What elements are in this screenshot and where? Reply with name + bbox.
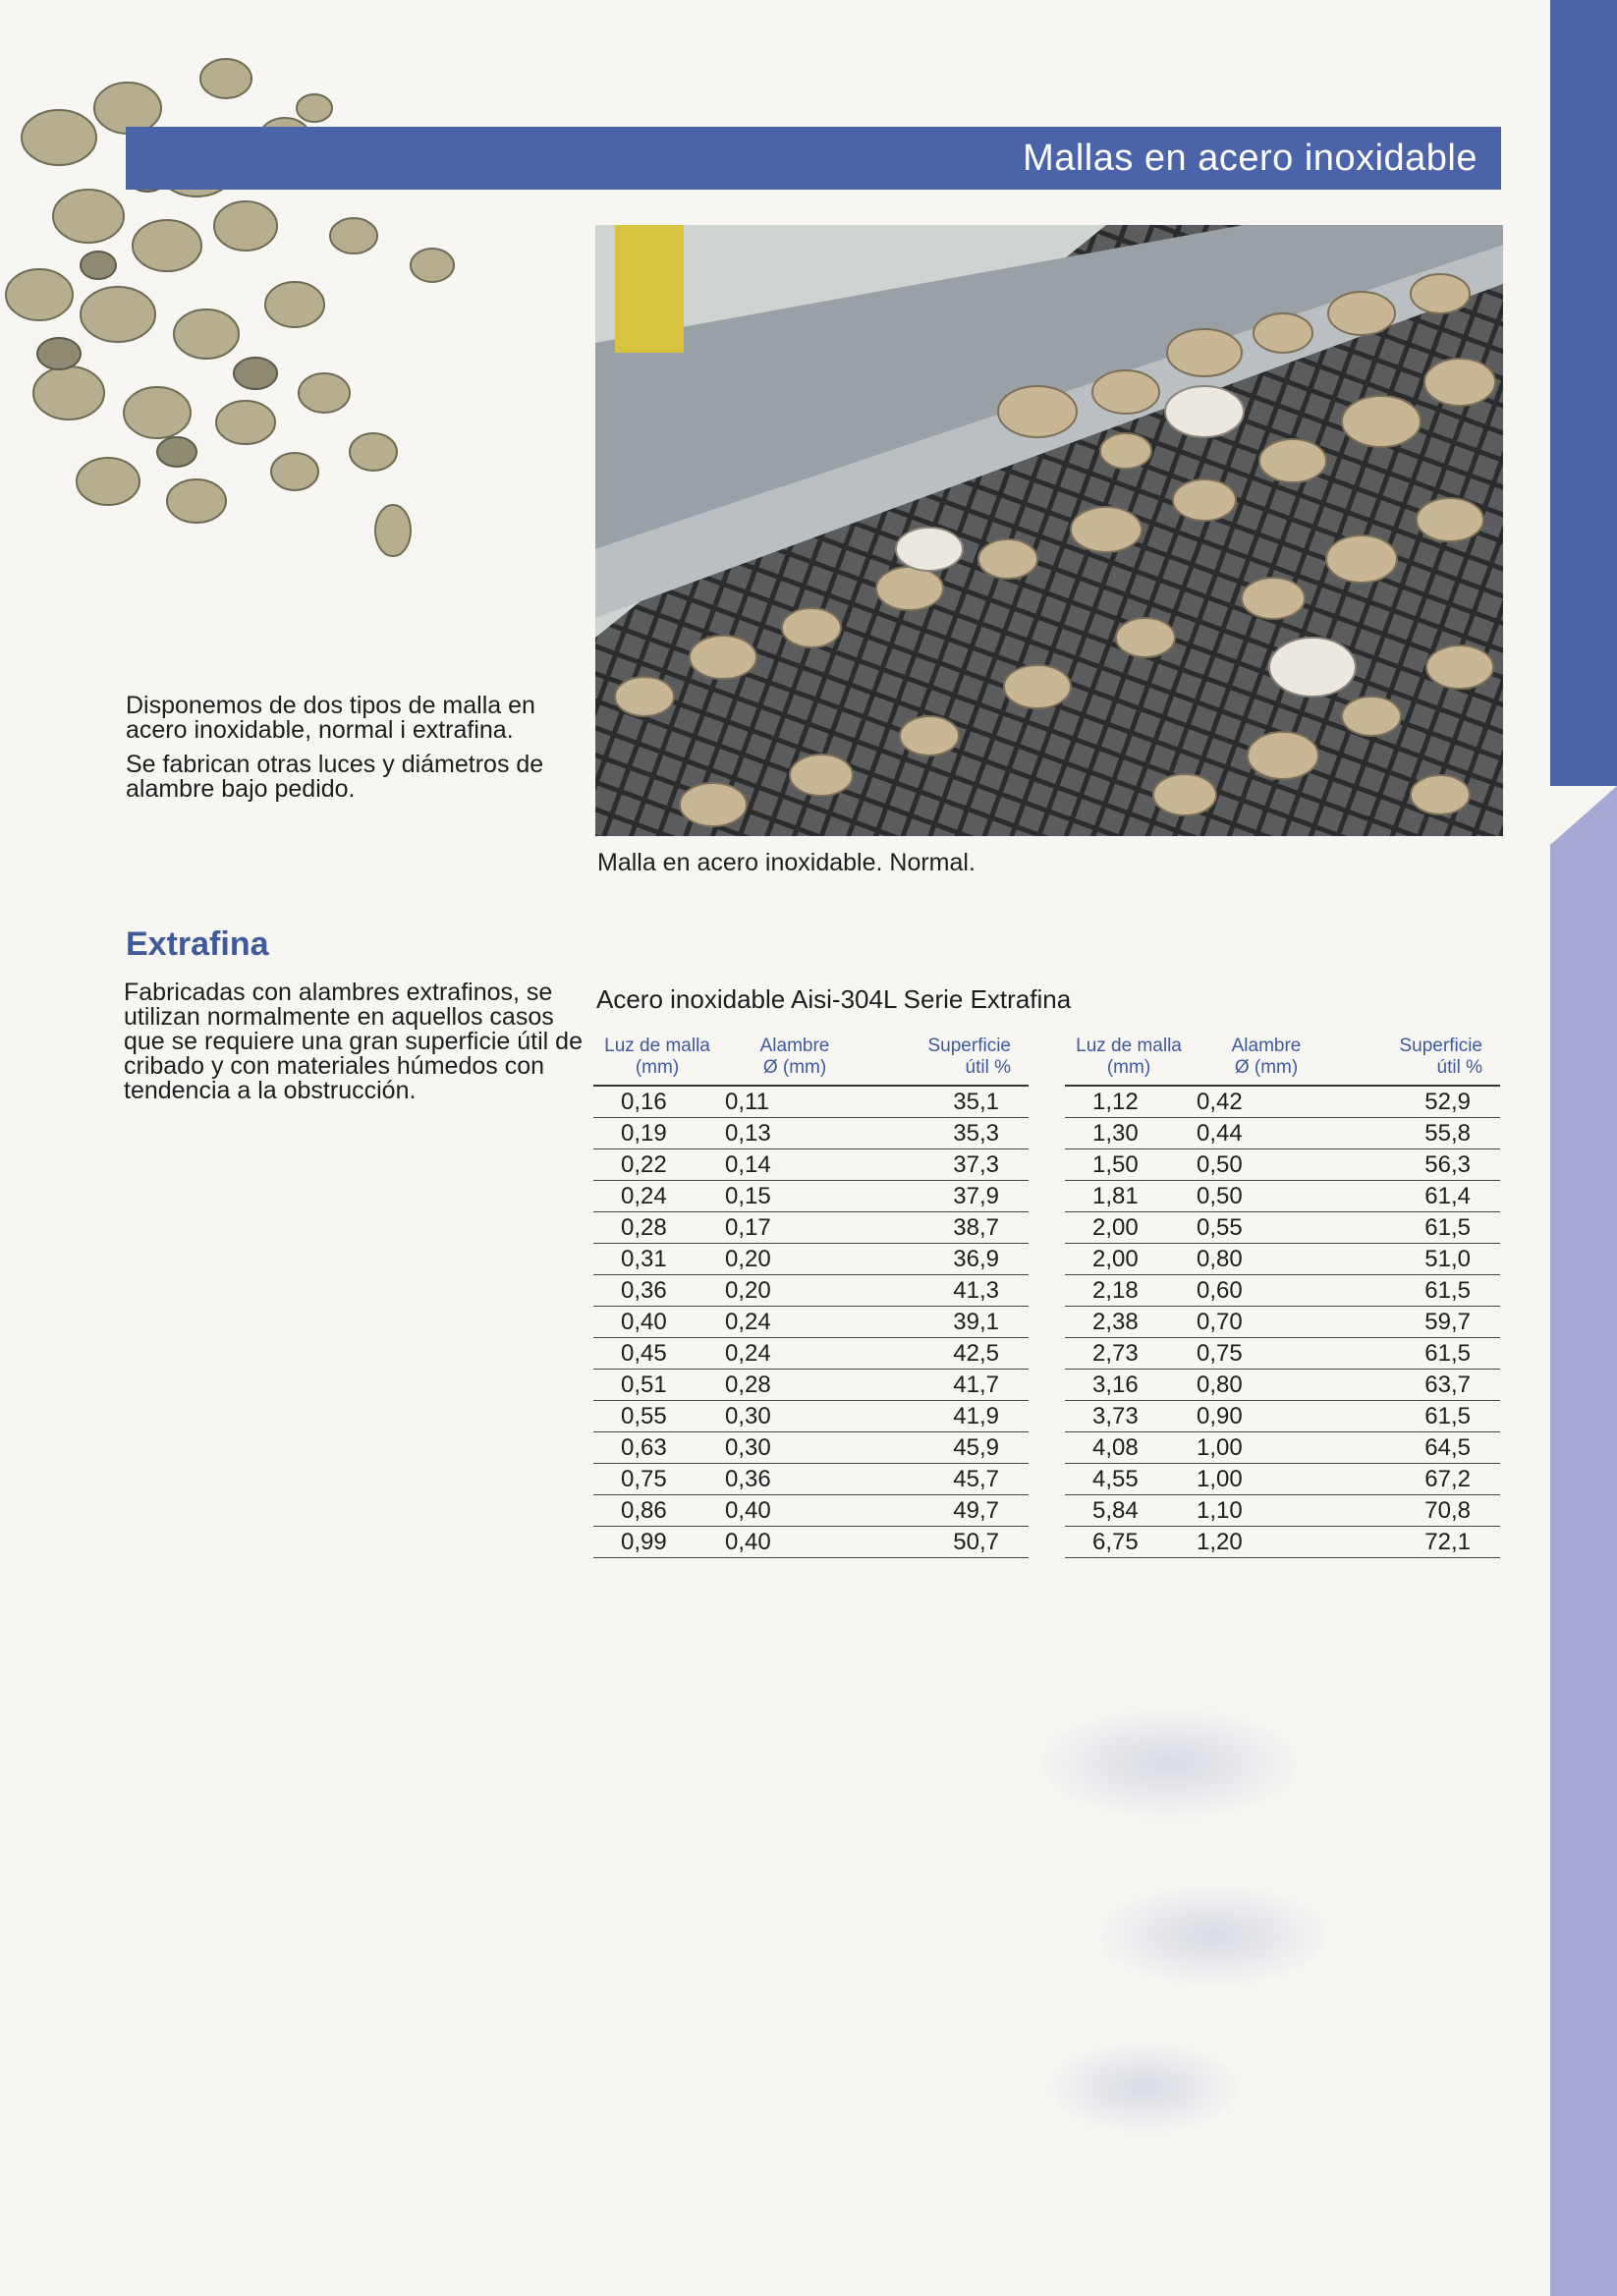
section-heading-extrafina: Extrafina (126, 925, 269, 963)
cell-luz-de-malla: 2,73 (1065, 1338, 1193, 1370)
cell-alambre: 0,50 (1193, 1181, 1340, 1212)
cell-superficie-util: 45,7 (868, 1464, 1029, 1495)
cell-alambre: 0,70 (1193, 1307, 1340, 1338)
cell-alambre: 0,24 (721, 1338, 868, 1370)
table-header-row (593, 1036, 1029, 1086)
table-row (593, 1181, 1029, 1212)
cell-alambre: 0,60 (1193, 1275, 1340, 1307)
table-row (1065, 1495, 1500, 1527)
cell-alambre: 0,14 (721, 1149, 868, 1181)
cell-superficie-util: 70,8 (1340, 1495, 1500, 1527)
cell-superficie-util: 55,8 (1340, 1118, 1500, 1149)
cell-superficie-util: 49,7 (868, 1495, 1029, 1527)
table-row (593, 1149, 1029, 1181)
scan-smudge (1100, 1886, 1326, 1985)
cell-alambre: 1,00 (1193, 1464, 1340, 1495)
cell-superficie-util: 59,7 (1340, 1307, 1500, 1338)
table-row (1065, 1370, 1500, 1401)
side-band-dark (1550, 0, 1617, 786)
cell-alambre: 0,15 (721, 1181, 868, 1212)
cell-superficie-util: 64,5 (1340, 1432, 1500, 1464)
cell-luz-de-malla: 0,36 (593, 1275, 721, 1307)
cell-luz-de-malla: 0,86 (593, 1495, 721, 1527)
table-row (593, 1307, 1029, 1338)
cell-alambre: 0,90 (1193, 1401, 1340, 1432)
extrafina-description: Fabricadas con alambres extrafinos, se utilizan normalmente en aquellos casos que se requiere una gran superficie útil de cribado y con materiales húmedos con tendencia a la obstrucción. (124, 979, 583, 1104)
cell-alambre: 0,36 (721, 1464, 868, 1495)
scan-smudge (1051, 2044, 1238, 2132)
table-row (1065, 1464, 1500, 1495)
cell-luz-de-malla: 0,45 (593, 1338, 721, 1370)
header-alambre: Alambre Ø (mm) (1193, 1036, 1340, 1086)
cell-alambre: 1,20 (1193, 1527, 1340, 1558)
side-band-diagonal (1550, 786, 1617, 845)
cell-luz-de-malla: 1,12 (1065, 1086, 1193, 1118)
table-row (593, 1527, 1029, 1558)
cell-alambre: 0,24 (721, 1307, 868, 1338)
cell-luz-de-malla: 0,40 (593, 1307, 721, 1338)
cell-superficie-util: 37,3 (868, 1149, 1029, 1181)
cell-alambre: 0,28 (721, 1370, 868, 1401)
cell-luz-de-malla: 0,28 (593, 1212, 721, 1244)
cell-superficie-util: 36,9 (868, 1244, 1029, 1275)
cell-luz-de-malla: 3,73 (1065, 1401, 1193, 1432)
table-row (593, 1086, 1029, 1118)
header-superficie-util: Superficie útil % (1340, 1036, 1500, 1086)
table-row (1065, 1181, 1500, 1212)
cell-alambre: 1,00 (1193, 1432, 1340, 1464)
cell-alambre: 0,75 (1193, 1338, 1340, 1370)
gravel-illustration (0, 20, 491, 589)
cell-luz-de-malla: 2,38 (1065, 1307, 1193, 1338)
cell-alambre: 0,42 (1193, 1086, 1340, 1118)
table-row (593, 1401, 1029, 1432)
table-row (1065, 1086, 1500, 1118)
cell-luz-de-malla: 0,63 (593, 1432, 721, 1464)
side-band-light (1550, 845, 1617, 2296)
table-row (593, 1338, 1029, 1370)
cell-luz-de-malla: 4,55 (1065, 1464, 1193, 1495)
cell-superficie-util: 61,4 (1340, 1181, 1500, 1212)
table-row (593, 1370, 1029, 1401)
table-row (1065, 1149, 1500, 1181)
intro-paragraph-2: Se fabrican otras luces y diámetros de alambre bajo pedido. (126, 751, 544, 803)
table-row (593, 1432, 1029, 1464)
cell-alambre: 0,11 (721, 1086, 868, 1118)
header-luz-de-malla: Luz de malla (mm) (593, 1036, 721, 1086)
cell-alambre: 0,44 (1193, 1118, 1340, 1149)
header-superficie-util: Superficie útil % (868, 1036, 1029, 1086)
table-row (593, 1244, 1029, 1275)
cell-superficie-util: 61,5 (1340, 1401, 1500, 1432)
table-row (593, 1495, 1029, 1527)
table-row (593, 1464, 1029, 1495)
table-row (593, 1275, 1029, 1307)
cell-luz-de-malla: 0,31 (593, 1244, 721, 1275)
cell-luz-de-malla: 2,18 (1065, 1275, 1193, 1307)
cell-alambre: 0,30 (721, 1401, 868, 1432)
cell-superficie-util: 50,7 (868, 1527, 1029, 1558)
table-row (1065, 1527, 1500, 1558)
cell-luz-de-malla: 0,51 (593, 1370, 721, 1401)
cell-superficie-util: 35,1 (868, 1086, 1029, 1118)
cell-luz-de-malla: 0,75 (593, 1464, 721, 1495)
intro-paragraph-1: Disponemos de dos tipos de malla en acero inoxidable, normal i extrafina. (126, 692, 535, 744)
cell-superficie-util: 35,3 (868, 1118, 1029, 1149)
cell-superficie-util: 45,9 (868, 1432, 1029, 1464)
cell-luz-de-malla: 0,19 (593, 1118, 721, 1149)
cell-luz-de-malla: 6,75 (1065, 1527, 1193, 1558)
table-row (1065, 1432, 1500, 1464)
table-row (1065, 1338, 1500, 1370)
mesh-table-left (593, 1036, 1029, 1558)
table-row (1065, 1118, 1500, 1149)
cell-luz-de-malla: 1,30 (1065, 1118, 1193, 1149)
cell-alambre: 0,13 (721, 1118, 868, 1149)
cell-luz-de-malla: 2,00 (1065, 1212, 1193, 1244)
side-color-band (1550, 0, 1617, 2296)
cell-alambre: 0,20 (721, 1275, 868, 1307)
cell-superficie-util: 63,7 (1340, 1370, 1500, 1401)
cell-superficie-util: 41,9 (868, 1401, 1029, 1432)
photo-caption: Malla en acero inoxidable. Normal. (597, 849, 976, 876)
table-title: Acero inoxidable Aisi-304L Serie Extrafina (596, 984, 1072, 1014)
table-header-row (1065, 1036, 1500, 1086)
cell-superficie-util: 72,1 (1340, 1527, 1500, 1558)
cell-alambre: 0,17 (721, 1212, 868, 1244)
title-bar (126, 127, 1501, 190)
cell-superficie-util: 61,5 (1340, 1338, 1500, 1370)
cell-superficie-util: 41,3 (868, 1275, 1029, 1307)
cell-luz-de-malla: 3,16 (1065, 1370, 1193, 1401)
cell-superficie-util: 37,9 (868, 1181, 1029, 1212)
header-alambre: Alambre Ø (mm) (721, 1036, 868, 1086)
mesh-table-right (1065, 1036, 1500, 1558)
cell-luz-de-malla: 1,81 (1065, 1181, 1193, 1212)
cell-alambre: 0,55 (1193, 1212, 1340, 1244)
cell-luz-de-malla: 2,00 (1065, 1244, 1193, 1275)
table-row (1065, 1212, 1500, 1244)
scan-smudge (1041, 1709, 1297, 1818)
cell-luz-de-malla: 0,22 (593, 1149, 721, 1181)
table-row (593, 1212, 1029, 1244)
cell-superficie-util: 41,7 (868, 1370, 1029, 1401)
cell-alambre: 0,40 (721, 1527, 868, 1558)
cell-alambre: 0,50 (1193, 1149, 1340, 1181)
cell-superficie-util: 61,5 (1340, 1275, 1500, 1307)
table-row (1065, 1307, 1500, 1338)
cell-alambre: 0,80 (1193, 1244, 1340, 1275)
cell-superficie-util: 52,9 (1340, 1086, 1500, 1118)
cell-luz-de-malla: 0,16 (593, 1086, 721, 1118)
cell-superficie-util: 39,1 (868, 1307, 1029, 1338)
intro-text (126, 694, 578, 812)
table-row (1065, 1244, 1500, 1275)
cell-luz-de-malla: 0,99 (593, 1527, 721, 1558)
cell-alambre: 0,40 (721, 1495, 868, 1527)
cell-superficie-util: 42,5 (868, 1338, 1029, 1370)
cell-luz-de-malla: 0,55 (593, 1401, 721, 1432)
table-row (593, 1118, 1029, 1149)
page-title: Mallas en acero inoxidable (1023, 137, 1478, 179)
cell-alambre: 0,30 (721, 1432, 868, 1464)
table-row (1065, 1401, 1500, 1432)
cell-superficie-util: 61,5 (1340, 1212, 1500, 1244)
cell-superficie-util: 67,2 (1340, 1464, 1500, 1495)
table-row (1065, 1275, 1500, 1307)
cell-superficie-util: 51,0 (1340, 1244, 1500, 1275)
cell-luz-de-malla: 1,50 (1065, 1149, 1193, 1181)
cell-alambre: 0,80 (1193, 1370, 1340, 1401)
cell-luz-de-malla: 4,08 (1065, 1432, 1193, 1464)
cell-alambre: 1,10 (1193, 1495, 1340, 1527)
cell-alambre: 0,20 (721, 1244, 868, 1275)
header-luz-de-malla: Luz de malla (mm) (1065, 1036, 1193, 1086)
cell-superficie-util: 38,7 (868, 1212, 1029, 1244)
cell-luz-de-malla: 0,24 (593, 1181, 721, 1212)
mesh-photo (595, 225, 1503, 836)
cell-superficie-util: 56,3 (1340, 1149, 1500, 1181)
cell-luz-de-malla: 5,84 (1065, 1495, 1193, 1527)
